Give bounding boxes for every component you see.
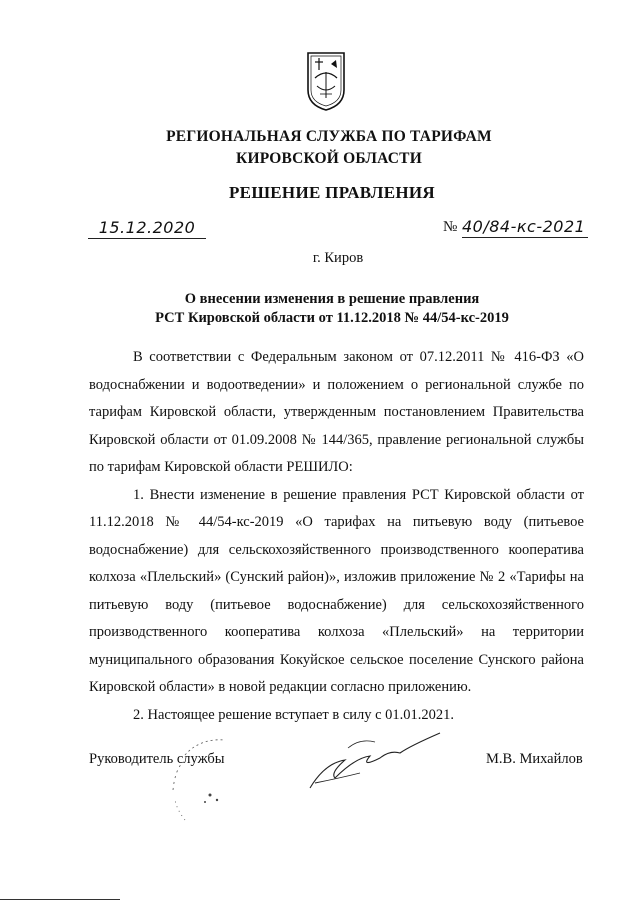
decision-item-1: 1. Внести изменение в решение правления РСТ Кировской области от 11.12.2018 № 44/54-кс-2019 «О тарифах на питьевую воду (питьевое водоснабжение) для сельскохозяйственного производственного кооператива колхоза «Плельский» (Сунский район)», изложив приложение № 2 «Тарифы на питьевую воду (питьевое водоснабжение) для сельскохозяйственного производственного кооператива колхоза «Плельский» на территории муниципального образования Кокуйское сельское поселение Сунского района Кировской области» в новой редакции согласно приложению.: [89, 486, 584, 695]
subject-line-2: РСТ Кировской области от 11.12.2018 № 44/54-кс-2019: [155, 310, 509, 326]
handwritten-signature: [300, 728, 450, 798]
document-body: [89, 344, 584, 729]
document-number: 40/84-кс-2021: [462, 217, 588, 238]
org-line-2: КИРОВСКОЙ ОБЛАСТИ: [236, 150, 422, 167]
number-sign: №: [443, 219, 458, 235]
city: г. Киров: [312, 250, 364, 266]
org-line-1: РЕГИОНАЛЬНАЯ СЛУЖБА ПО ТАРИФАМ: [166, 128, 492, 145]
coat-of-arms-emblem: [305, 50, 347, 112]
document-title: РЕШЕНИЕ ПРАВЛЕНИЯ: [229, 183, 435, 202]
signatory-name: М.В. Михайлов: [486, 751, 583, 767]
footer-divider: [0, 899, 120, 900]
decision-item-2: 2. Настоящее решение вступает в силу с 01.01.2021.: [133, 706, 455, 723]
stamp-mark: [165, 730, 285, 840]
subject-line-1: О внесении изменения в решение правления: [184, 291, 480, 307]
preamble-paragraph: В соответствии с Федеральным законом от 07.12.2011 № 416-ФЗ «О водоснабжении и водоотведении» и положением о региональной службе по тарифам Кировской области, утвержденным постановлением Правительства Кировской области от 01.09.2008 № 144/365, правление региональной службы по тарифам Кировской области РЕШИЛО:: [89, 349, 584, 475]
document-subject: [0, 290, 640, 328]
document-date: 15.12.2020: [88, 218, 206, 239]
issuing-organization: [0, 126, 640, 170]
signatory-role: Руководитель службы: [89, 751, 225, 767]
